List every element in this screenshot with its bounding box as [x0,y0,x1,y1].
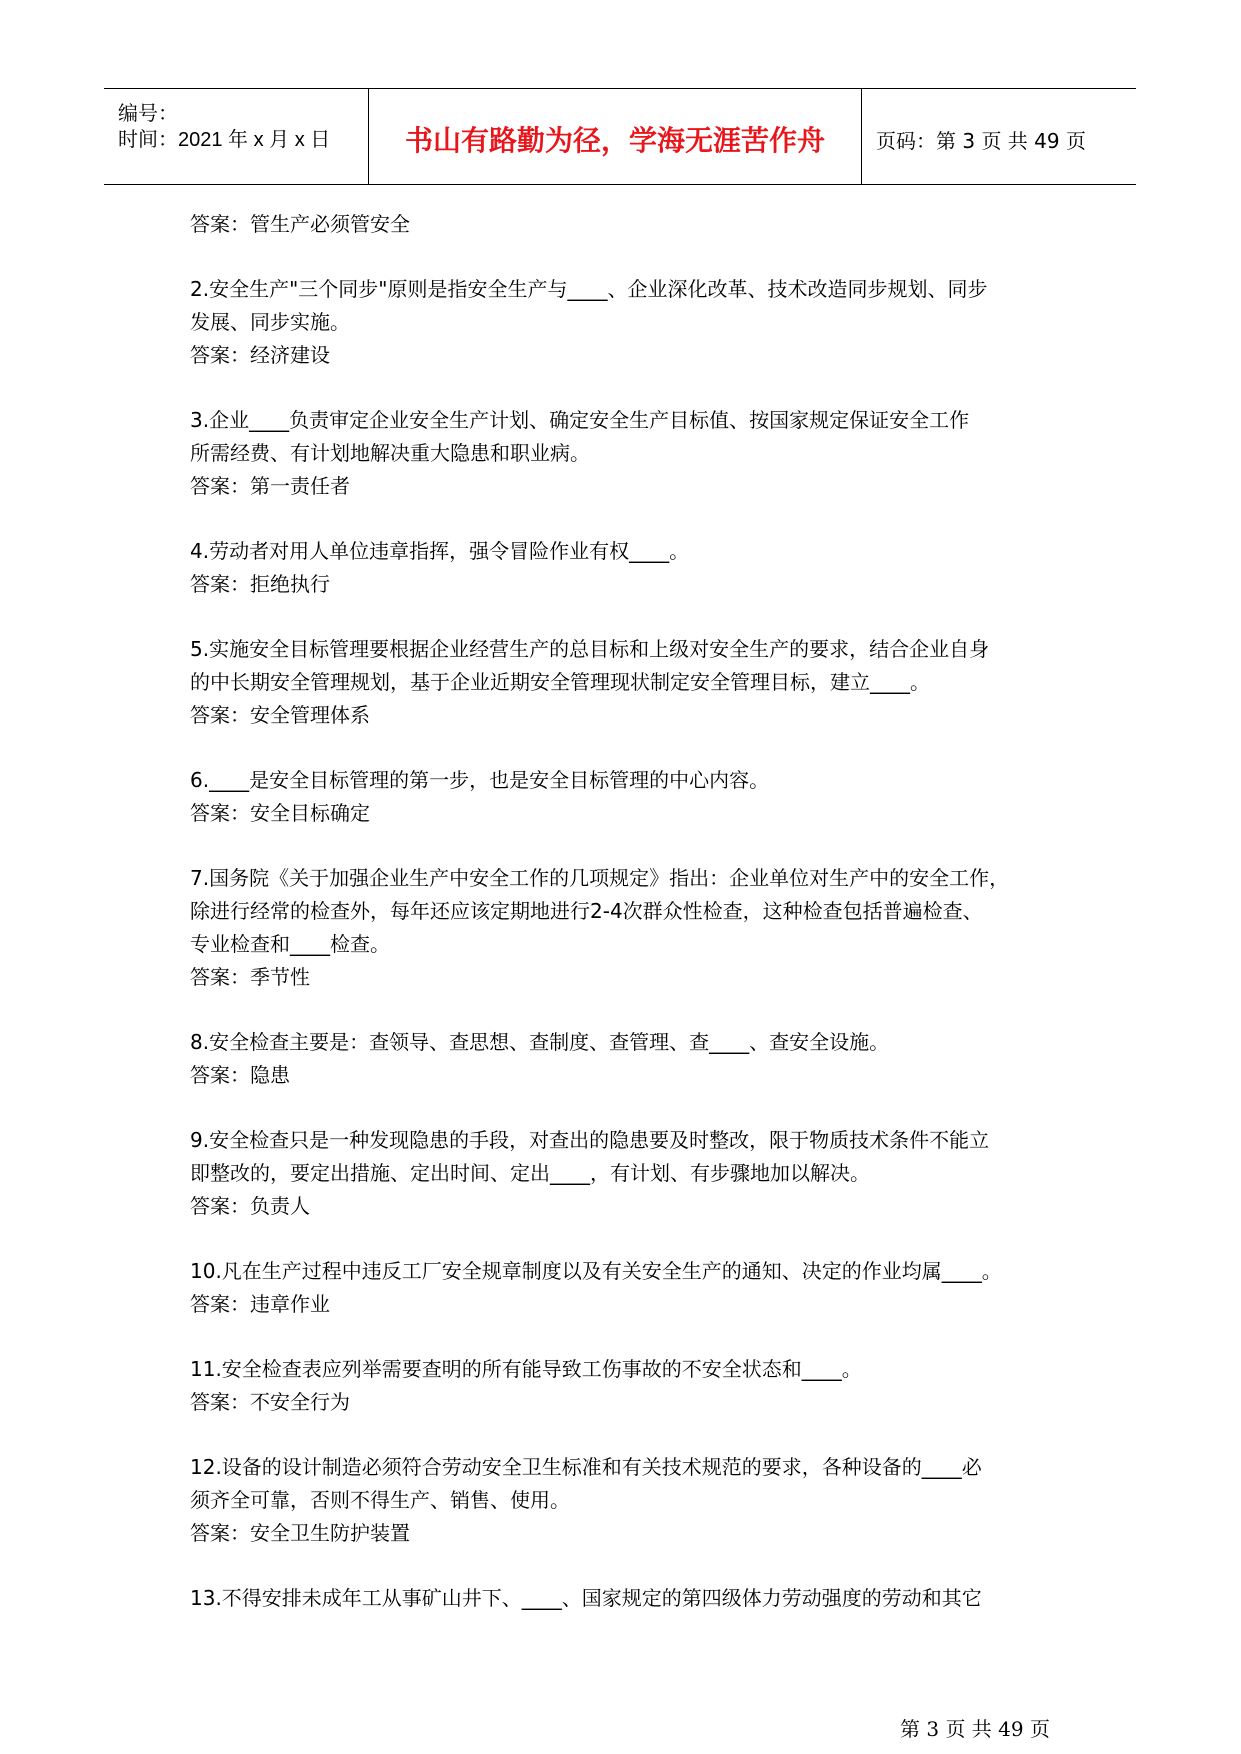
answer-text: 答案：拒绝执行 [190,572,330,596]
question-text: 8.安全检查主要是：查领导、查思想、查制度、查管理、查____、查安全设施。 [190,1030,890,1054]
answer-text: 答案：负责人 [190,1194,310,1218]
question-block [190,535,1070,601]
answer-text: 答案：经济建设 [190,343,330,367]
block-spacer [190,241,1070,273]
question-block [190,1353,1070,1419]
block-spacer [190,830,1070,862]
header-motto-cell [369,89,862,184]
answer-text: 答案：第一责任者 [190,474,350,498]
question-text: 3.企业____负责审定企业安全生产计划、确定安全生产目标值、按国家规定保证安全工作 [190,408,970,432]
answer-text: 答案：安全目标确定 [190,801,370,825]
question-text: 6.____是安全目标管理的第一步，也是安全目标管理的中心内容。 [190,768,770,792]
question-text: 5.实施安全目标管理要根据企业经营生产的总目标和上级对安全生产的要求，结合企业自身 [190,637,990,661]
block-spacer [190,503,1070,535]
answer-text: 答案：季节性 [190,965,310,989]
question-text: 发展、同步实施。 [190,310,350,334]
question-text: 2.安全生产"三个同步"原则是指安全生产与____、企业深化改革、技术改造同步规划、同步 [190,277,988,301]
page-footer: 第 3 页 共 49 页 [900,1717,1050,1741]
question-block [190,633,1070,732]
block-spacer [190,372,1070,404]
question-text: 所需经费、有计划地解决重大隐患和职业病。 [190,441,590,465]
question-list [190,208,1070,1615]
question-block [190,1026,1070,1092]
question-block [190,1582,1070,1615]
question-text: 4.劳动者对用人单位违章指挥，强令冒险作业有权____。 [190,539,690,563]
question-block [190,1124,1070,1223]
question-text: 10.凡在生产过程中违反工厂安全规章制度以及有关安全生产的通知、决定的作业均属____。 [190,1259,1002,1283]
document-number-label: 编号： [118,103,178,125]
question-text: 13.不得安排未成年工从事矿山井下、____、国家规定的第四级体力劳动强度的劳动和其它 [190,1586,982,1610]
page-header [104,88,1136,185]
question-text: 专业检查和____检查。 [190,932,390,956]
question-block [190,208,1070,241]
answer-text: 答案：违章作业 [190,1292,330,1316]
answer-text: 答案：隐患 [190,1063,290,1087]
block-spacer [190,1223,1070,1255]
header-page-info: 页码：第 3 页 共 49 页 [876,129,1086,153]
question-block [190,404,1070,503]
question-block [190,1451,1070,1550]
header-meta-cell [104,89,369,184]
question-text: 7.国务院《关于加强企业生产中安全工作的几项规定》指出：企业单位对生产中的安全工作， [190,866,1010,890]
document-time-label: 时间：2021 年 x 月 x 日 [118,129,331,151]
answer-text: 答案：安全管理体系 [190,703,370,727]
block-spacer [190,1092,1070,1124]
block-spacer [190,732,1070,764]
question-block [190,862,1070,994]
question-text: 的中长期安全管理规划，基于企业近期安全管理现状制定安全管理目标，建立____。 [190,670,930,694]
question-text: 12.设备的设计制造必须符合劳动安全卫生标准和有关技术规范的要求，各种设备的____必 [190,1455,982,1479]
question-text: 9.安全检查只是一种发现隐患的手段，对查出的隐患要及时整改，限于物质技术条件不能立 [190,1128,990,1152]
block-spacer [190,1550,1070,1582]
question-text: 须齐全可靠，否则不得生产、销售、使用。 [190,1488,570,1512]
question-text: 11.安全检查表应列举需要查明的所有能导致工伤事故的不安全状态和____。 [190,1357,862,1381]
header-page-cell [862,89,1136,184]
block-spacer [190,994,1070,1026]
question-block [190,1255,1070,1321]
answer-text: 答案：安全卫生防护装置 [190,1521,410,1545]
question-block [190,764,1070,830]
question-text: 除进行经常的检查外，每年还应该定期地进行2-4次群众性检查，这种检查包括普遍检查、 [190,899,983,923]
block-spacer [190,601,1070,633]
block-spacer [190,1419,1070,1451]
question-text: 即整改的，要定出措施、定出时间、定出____，有计划、有步骤地加以解决。 [190,1161,870,1185]
answer-text: 答案：管生产必须管安全 [190,212,410,236]
question-block [190,273,1070,372]
block-spacer [190,1321,1070,1353]
answer-text: 答案：不安全行为 [190,1390,350,1414]
header-motto: 书山有路勤为径，学海无涯苦作舟 [404,124,825,157]
